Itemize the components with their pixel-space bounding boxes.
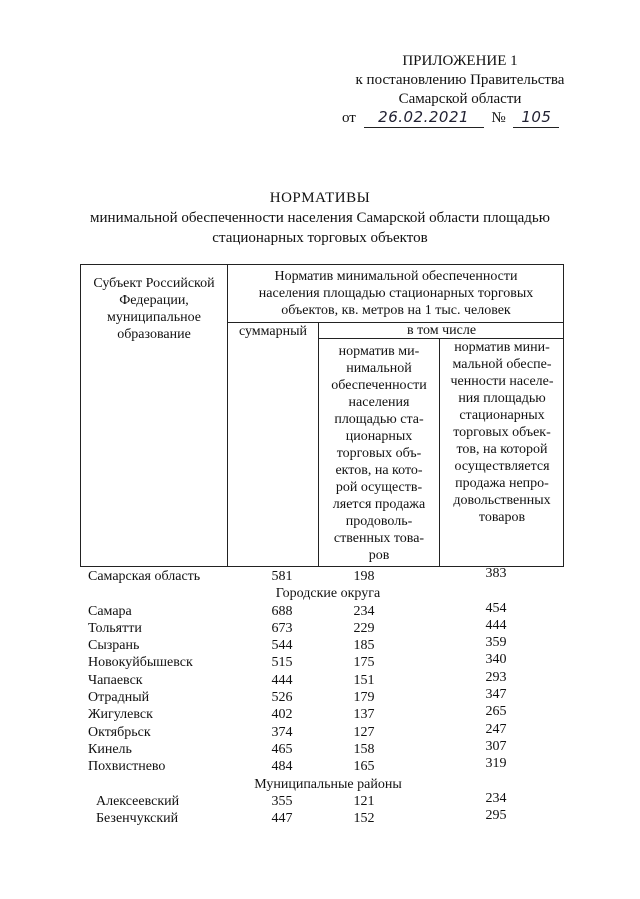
row-nonfood: 307 bbox=[485, 738, 507, 754]
row-total: 673 bbox=[271, 620, 293, 636]
row-total: 688 bbox=[271, 603, 293, 619]
header-line: рой осуществ- bbox=[335, 480, 423, 495]
header-line: ционарных bbox=[345, 429, 413, 444]
appendix-line-decree: к постановлению Правительства bbox=[355, 72, 565, 88]
row-total: 544 bbox=[271, 638, 293, 654]
row-name: Отрадный bbox=[88, 690, 150, 706]
row-food: 229 bbox=[353, 620, 375, 636]
header-nonfood bbox=[440, 339, 564, 526]
header-line: торговых объ- bbox=[336, 446, 422, 461]
table-row bbox=[88, 568, 564, 585]
row-total: 581 bbox=[271, 569, 293, 584]
row-food: 151 bbox=[353, 672, 375, 688]
table-row bbox=[88, 758, 564, 775]
row-nonfood: 293 bbox=[485, 669, 507, 685]
row-name: Тольятти bbox=[88, 620, 142, 636]
row-food: 127 bbox=[353, 724, 375, 740]
row-total: 355 bbox=[271, 793, 293, 809]
row-total: 374 bbox=[271, 724, 293, 740]
header-line: площадью ста- bbox=[334, 412, 424, 427]
row-nonfood: 247 bbox=[485, 721, 507, 737]
header-line: ляется продажа bbox=[332, 497, 426, 512]
document-title bbox=[60, 188, 580, 248]
table-header bbox=[80, 264, 564, 567]
row-total: 465 bbox=[271, 741, 293, 757]
row-nonfood: 319 bbox=[485, 756, 507, 772]
header-line: ния площадью bbox=[458, 391, 546, 406]
row-name: Новокуйбышевск bbox=[88, 655, 193, 671]
row-total: 515 bbox=[271, 655, 293, 671]
appendix-line-region: Самарской области bbox=[398, 91, 522, 107]
row-food: 185 bbox=[353, 638, 375, 654]
row-name: Самара bbox=[88, 603, 132, 619]
section-label: Муниципальные районы bbox=[254, 776, 402, 792]
row-nonfood: 444 bbox=[485, 617, 507, 633]
row-name: Похвистнево bbox=[88, 759, 166, 775]
header-line: продажа непро- bbox=[455, 476, 549, 491]
decree-number: 105 bbox=[521, 108, 552, 126]
row-nonfood: 234 bbox=[485, 790, 507, 806]
row-total: 444 bbox=[271, 672, 293, 688]
header-line: ектов, на кото- bbox=[335, 463, 423, 478]
row-food: 121 bbox=[353, 793, 375, 809]
row-nonfood: 359 bbox=[485, 635, 507, 651]
row-nonfood: 454 bbox=[485, 600, 507, 616]
row-total: 402 bbox=[271, 707, 293, 723]
title-sub-2: стационарных торговых объектов bbox=[212, 230, 428, 246]
header-line: мальной обеспе- bbox=[452, 357, 552, 372]
header-line: норматив мини- bbox=[454, 340, 550, 355]
header-food bbox=[319, 343, 439, 564]
row-nonfood: 347 bbox=[485, 687, 507, 703]
header-line: торговых объек- bbox=[453, 425, 551, 440]
decree-number-slot bbox=[513, 108, 559, 128]
appendix-header bbox=[330, 52, 590, 109]
row-food: 165 bbox=[353, 759, 375, 775]
number-label: № bbox=[491, 110, 506, 126]
header-line: населения площадью стационарных торговых bbox=[258, 286, 534, 301]
header-line: обеспеченности bbox=[331, 378, 427, 393]
row-food: 198 bbox=[353, 569, 375, 584]
decree-date: 26.02.2021 bbox=[378, 108, 470, 126]
row-name: Самарская область bbox=[88, 569, 201, 584]
row-name: Чапаевск bbox=[88, 672, 143, 688]
from-label: от bbox=[342, 110, 356, 126]
row-name: Жигулевск bbox=[88, 707, 153, 723]
row-food: 152 bbox=[353, 811, 375, 827]
header-subject bbox=[81, 275, 227, 343]
header-line: образование bbox=[117, 327, 191, 342]
row-nonfood: 340 bbox=[485, 652, 507, 668]
decree-reference bbox=[342, 108, 602, 128]
row-food: 137 bbox=[353, 707, 375, 723]
header-norm bbox=[228, 268, 564, 319]
header-line: Федерации, bbox=[119, 293, 189, 308]
header-line: ченности населе- bbox=[450, 374, 554, 389]
row-name: Сызрань bbox=[88, 638, 140, 654]
row-total: 526 bbox=[271, 690, 293, 706]
header-line: Субъект Российской bbox=[93, 276, 215, 291]
row-name: Безенчукский bbox=[96, 811, 179, 827]
row-nonfood: 265 bbox=[485, 704, 507, 720]
section-label: Городские округа bbox=[275, 586, 381, 602]
header-line: объектов, кв. метров на 1 тыс. человек bbox=[281, 303, 511, 318]
row-nonfood: 383 bbox=[485, 566, 507, 581]
row-name: Октябрьск bbox=[88, 724, 151, 740]
header-total: суммарный bbox=[238, 324, 308, 339]
header-line: довольственных bbox=[453, 493, 551, 508]
row-name: Кинель bbox=[88, 741, 132, 757]
header-line: стационарных bbox=[459, 408, 545, 423]
decree-date-slot bbox=[364, 108, 484, 128]
header-line: нимальной bbox=[346, 361, 412, 376]
header-including: в том числе bbox=[406, 323, 477, 338]
table-row bbox=[88, 810, 564, 827]
table-body bbox=[88, 568, 564, 827]
row-total: 484 bbox=[271, 759, 293, 775]
header-line: населения bbox=[348, 395, 410, 410]
row-total: 447 bbox=[271, 811, 293, 827]
header-line: норматив ми- bbox=[338, 344, 420, 359]
row-food: 158 bbox=[353, 741, 375, 757]
header-line: муниципальное bbox=[107, 310, 201, 325]
header-line: Норматив минимальной обеспеченности bbox=[274, 269, 518, 284]
row-food: 175 bbox=[353, 655, 375, 671]
header-line: осуществляется bbox=[454, 459, 550, 474]
row-nonfood: 295 bbox=[485, 808, 507, 824]
appendix-title: ПРИЛОЖЕНИЕ 1 bbox=[402, 53, 518, 69]
row-food: 234 bbox=[353, 603, 375, 619]
header-line: тов, на которой bbox=[456, 442, 548, 457]
title-sub-1: минимальной обеспеченности населения Самарской области площадью bbox=[90, 210, 550, 226]
row-food: 179 bbox=[353, 690, 375, 706]
header-line: ственных това- bbox=[333, 531, 425, 546]
row-name: Алексеевский bbox=[96, 793, 180, 809]
header-line: товаров bbox=[478, 510, 526, 525]
header-line: продоволь- bbox=[345, 514, 413, 529]
title-main: НОРМАТИВЫ bbox=[269, 190, 371, 206]
header-line: ров bbox=[368, 548, 390, 563]
